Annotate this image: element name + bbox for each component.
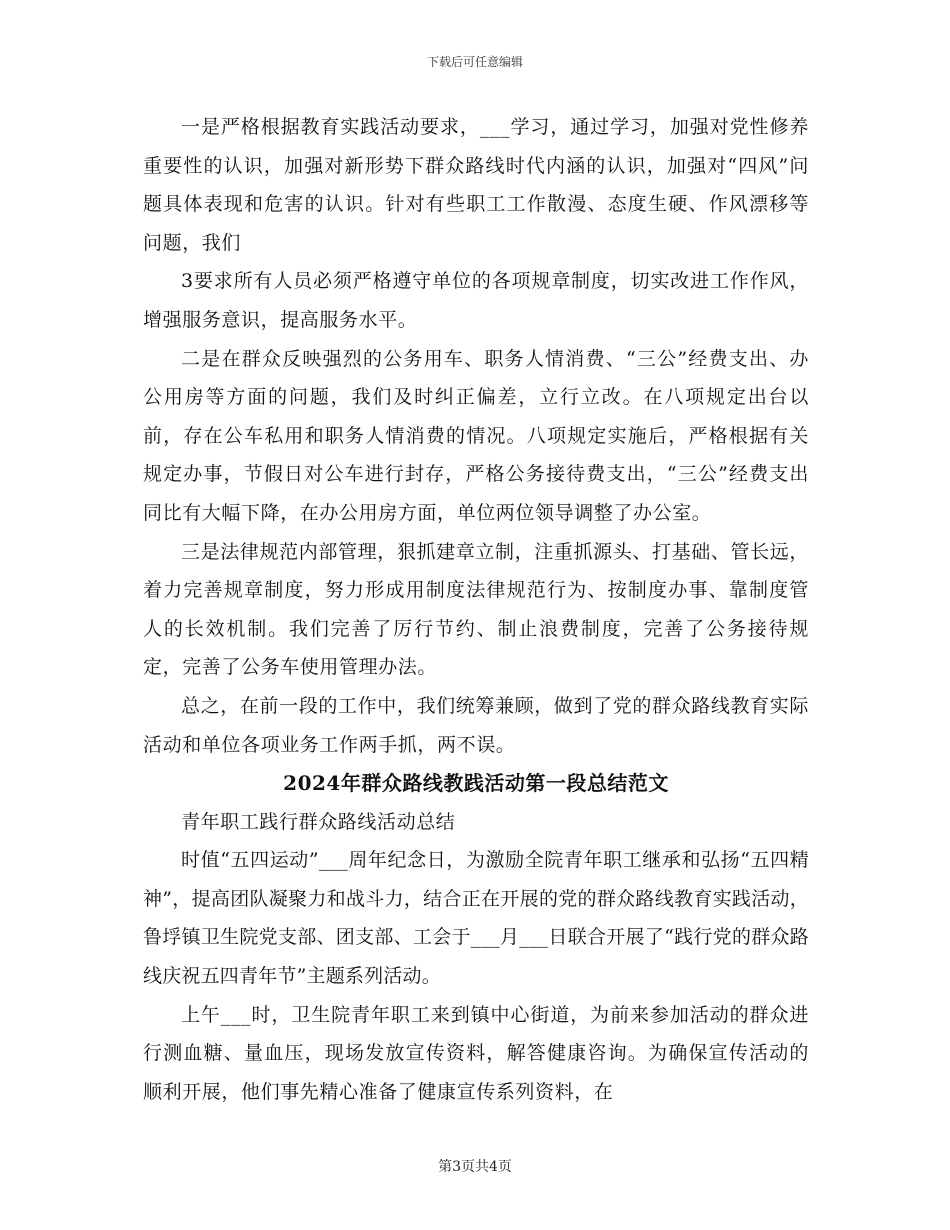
paragraph-4: 三是法律规范内部管理，狠抓建章立制，注重抓源头、打基础、管长远，着力完善规章制度，努力形成用制度法律规范行为、按制度办事、靠制度管人的长效机制。我们完善了厉行节约、制止浪费制度，完善了公务接待规定，完善了公务车使用管理办法。 — [143, 540, 809, 679]
paragraph-3: 二是在群众反映强烈的公务用车、职务人情消费、“三公”经费支出、办公用房等方面的问题，我们及时纠正偏差，立行立改。在八项规定出台以前，存在公车私用和职务人情消费的情况。八项规定实施后，严格根据有关规定办事，节假日对公车进行封存，严格公务接待费支出，“三公”经费支出同比有大幅下降，在办公用房方面，单位两位领导调整了办公室。 — [143, 347, 809, 524]
document-body — [143, 108, 809, 1111]
paragraph-6: 青年职工践行群众路线活动总结 — [181, 810, 456, 833]
paragraph-2: 3要求所有人员必须严格遵守单位的各项规章制度，切实改进工作作风，增强服务意识，提高服务水平。 — [143, 270, 809, 331]
paragraph-5: 总之，在前一段的工作中，我们统筹兼顾，做到了党的群众路线教育实际活动和单位各项业务工作两手抓，两不误。 — [143, 694, 809, 756]
paragraph-7: 时值“五四运动”___周年纪念日，为激励全院青年职工继承和弘扬“五四精神”，提高团队凝聚力和战斗力，结合正在开展的党的群众路线教育实践活动，鲁垺镇卫生院党支部、团支部、工会于___月___日联合开展了“践行党的群众路线庆祝五四青年节”主题系列活动。 — [143, 849, 809, 988]
section-title: 2024年群众路线教践活动第一段总结范文 — [283, 771, 669, 796]
page-header: 下载后可任意编辑 — [426, 55, 523, 69]
page-footer: 第3页共4页 — [438, 1159, 512, 1175]
paragraph-8: 上午___时，卫生院青年职工来到镇中心街道，为前来参加活动的群众进行测血糖、量血压，现场发放宣传资料，解答健康咨询。为确保宣传活动的顺利开展，他们事先精心准备了健康宣传系列资料，在 — [143, 1003, 809, 1103]
paragraph-1: 一是严格根据教育实践活动要求，___学习，通过学习，加强对党性修养重要性的认识，加强对新形势下群众路线时代内涵的认识，加强对“四风”问题具体表现和危害的认识。针对有些职工工作散漫、态度生硬、作风漂移等问题，我们 — [143, 116, 809, 254]
